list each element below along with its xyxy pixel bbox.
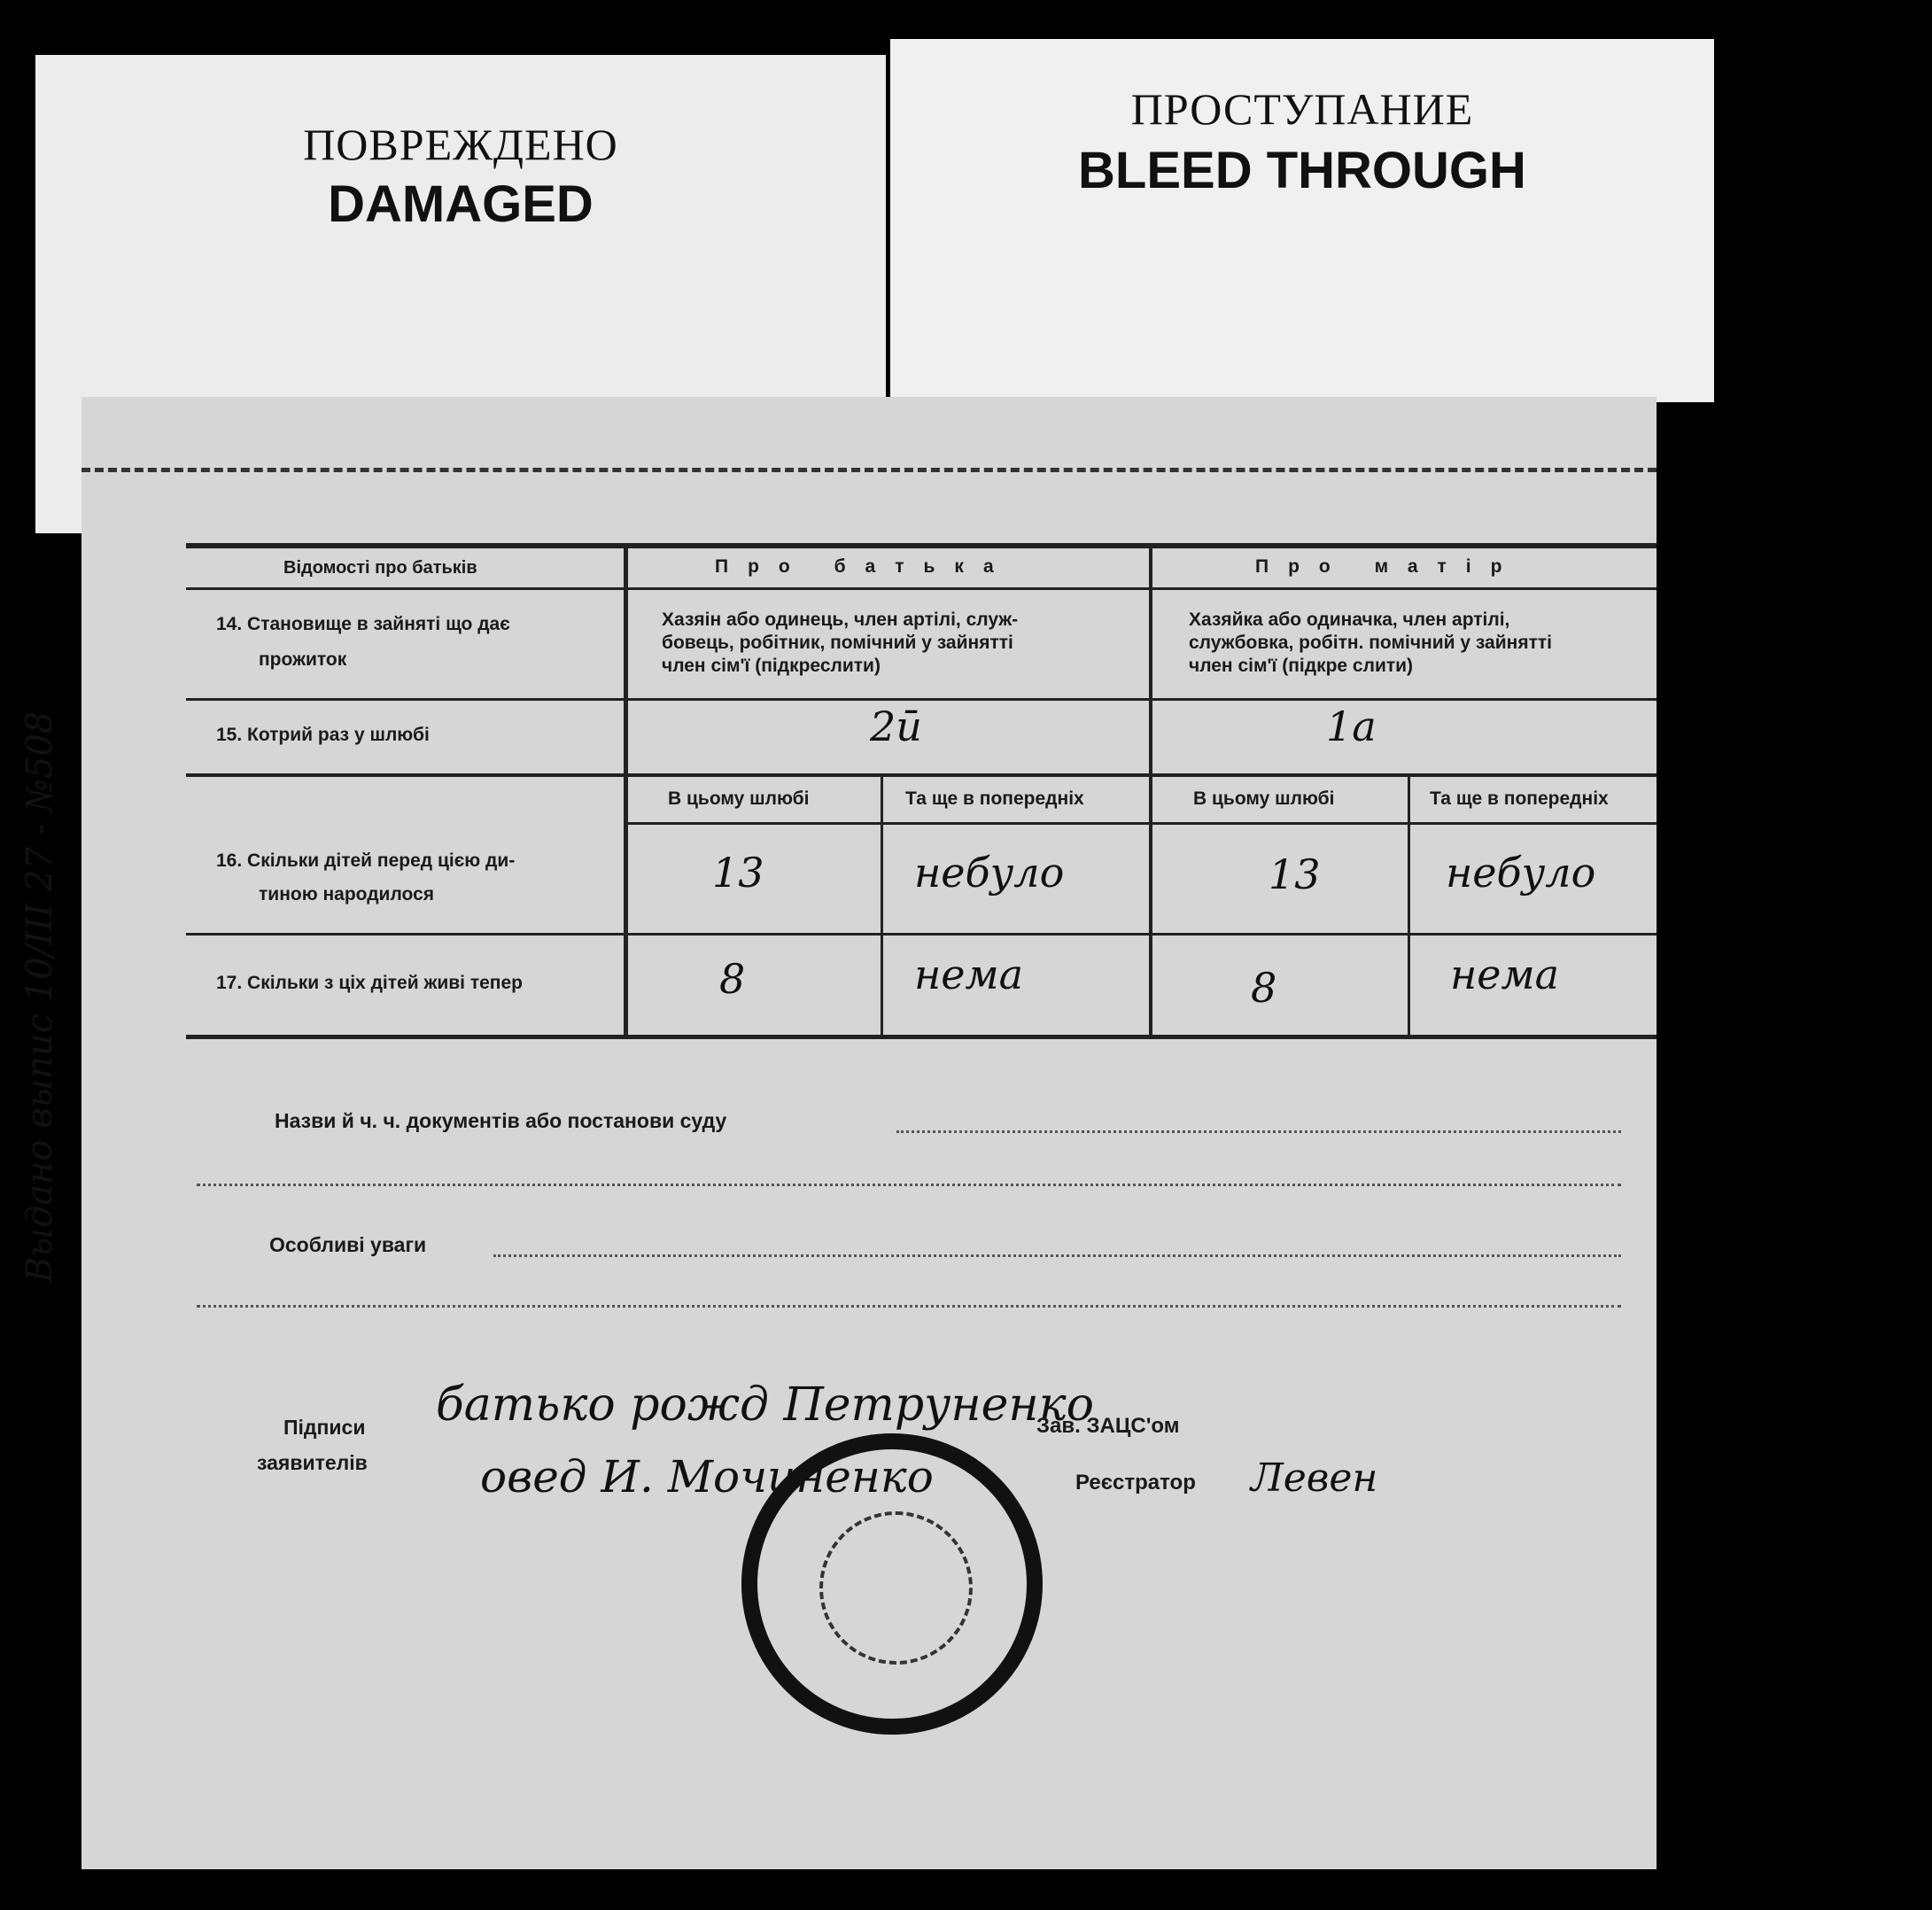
row16-father-this: 13	[712, 849, 764, 897]
row16-label: 16. Скільки дітей перед цією ди-	[216, 850, 516, 871]
row16-father-prev: небуло	[914, 849, 1065, 897]
damaged-label-en: DAMAGED	[328, 175, 594, 233]
header-rule	[186, 587, 1657, 590]
row16-label-cont: тиною народилося	[259, 884, 435, 905]
row14-mother-line3: член сім'ї (підкре слити)	[1189, 656, 1414, 676]
documents-dotted-line-2	[197, 1184, 1621, 1186]
row15-label: 15. Котрий раз у шлюбі	[216, 725, 430, 745]
notes-dotted-line-2	[197, 1305, 1621, 1308]
row14-mother-line1: Хазяйка або одиначка, член артілі,	[1189, 609, 1510, 630]
side-margin-note: Выдано выпис 10/III 27 - №508	[19, 710, 60, 1283]
bleed-through-card	[890, 39, 1714, 402]
col-divider-2	[1149, 546, 1152, 1037]
subheader-rule	[626, 822, 1657, 825]
notes-dotted-line	[493, 1254, 1621, 1257]
row14-father-line1: Хазяін або одинець, член артілі, служ-	[662, 609, 1019, 630]
col-divider-1	[624, 546, 628, 1037]
row17-mother-prev: нема	[1450, 951, 1560, 998]
father-previous: Та ще в попередніх	[905, 788, 1084, 809]
notes-label: Особливі уваги	[269, 1233, 427, 1256]
round-seal-stamp	[741, 1433, 1043, 1735]
row14-rule	[186, 698, 1657, 701]
row15-father-value: 2ӣ	[870, 703, 922, 750]
father-subdivider	[881, 776, 883, 1037]
registrar-label: Реєстратор	[1075, 1471, 1196, 1495]
row14-father-line3: член сім'ї (підкреслити)	[662, 656, 881, 676]
row16-mother-this: 13	[1269, 850, 1321, 898]
row15-mother-value: 1а	[1326, 703, 1377, 750]
mother-this-marriage: В цьому шлюбі	[1193, 788, 1335, 809]
row14-mother-line2: службовка, робітн. помічний у зайнятті	[1189, 633, 1552, 653]
row16-mother-prev: небуло	[1446, 849, 1596, 897]
document-sheet	[19, 397, 1657, 1869]
row15-rule	[186, 773, 1657, 777]
table-top-rule	[186, 543, 1657, 548]
row17-father-this: 8	[719, 955, 746, 1003]
row16-rule	[186, 933, 1657, 936]
bleed-through-label-en: BLEED THROUGH	[1078, 142, 1526, 199]
signatures-label: Підписи	[283, 1416, 366, 1439]
mother-subdivider	[1408, 776, 1410, 1037]
applicant-signature-1: батько рожд Петруненко	[436, 1378, 1094, 1432]
row17-mother-this: 8	[1251, 964, 1277, 1012]
row17-label: 17. Скільки з ціх дітей живі тепер	[216, 973, 523, 993]
mother-previous: Та ще в попередніх	[1430, 788, 1609, 809]
header-mother: Про матір	[1255, 556, 1522, 577]
header-parents-info: Відомості про батьків	[283, 558, 477, 578]
damaged-label-ru: ПОВРЕЖДЕНО	[303, 120, 618, 169]
table-bottom-rule	[186, 1035, 1657, 1039]
row17-father-prev: нема	[914, 951, 1024, 998]
signatures-label-cont: заявителів	[257, 1451, 368, 1474]
row14-father-line2: бовець, робітник, помічний у зайнятті	[662, 633, 1013, 653]
head-zags-label: Зав. ЗАЦС'ом	[1036, 1414, 1180, 1438]
bleed-through-label-ru: ПРОСТУПАНИЕ	[1130, 84, 1474, 134]
row14-label: 14. Становище в зайняті що дає	[216, 614, 510, 634]
father-this-marriage: В цьому шлюбі	[668, 788, 810, 809]
registrar-signature: Левен	[1251, 1456, 1378, 1501]
header-father: Про батька	[715, 556, 1013, 577]
seal-emblem	[819, 1511, 973, 1665]
applicant-signature-2: овед И. Мочиненко	[480, 1451, 934, 1502]
documents-dotted-line	[896, 1130, 1621, 1133]
perforation-line	[81, 468, 1657, 472]
documents-label: Назви й ч. ч. документів або постанови суду	[275, 1109, 727, 1132]
row14-label-cont: прожиток	[259, 649, 347, 670]
